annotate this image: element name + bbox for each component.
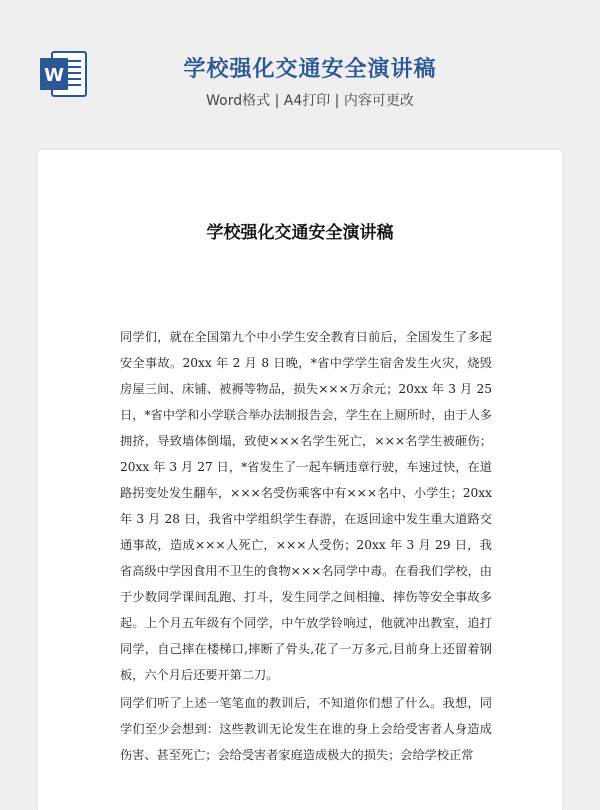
svg-text:W: W: [44, 65, 64, 86]
paragraph: 同学们听了上述一笔笔血的教训后，不知道你们想了什么。我想，同学们至少会想到：这些教训无论发生在谁的身上会给受害者人身造成伤害、甚至死亡；会给受害者家庭造成极大的损失；会给学校正常: [120, 696, 492, 762]
document-page: [38, 150, 562, 810]
header-subtitle: Word格式 | A4打印 | 内容可更改: [206, 93, 414, 109]
header-banner: [0, 0, 600, 150]
document-body: [120, 324, 492, 768]
document-title: 学校强化交通安全演讲稿: [206, 223, 394, 243]
paragraph: 同学们，就在全国第九个中小学生安全教育日前后，全国发生了多起安全事故。20xx 年 2 月 8 日晚，*省中学学生宿舍发生火灾，烧毁房屋三间、床铺、被褥等物品，损失×××万余元；20xx 年 3 月 25 日，*省中学和小学联合举办法制报告会，学生在上厕所时，由于人多拥挤，导致墙体倒塌，致使×××名学生死亡，×××名学生被砸伤；20xx 年 3 月 27 日，*省发生了一起车辆违章行驶，车速过快，在道路拐变处发生翻车，×××名受伤乘客中有×××名中、小学生；20xx 年 3 月 28 日，我省中学组织学生春游，在返回途中发生重大道路交通事故，造成×××人死亡，×××人受伤；20xx 年 3 月 29 日，我省高级中学因食用不卫生的食物×××名同学中毒。在看我们学校，由于少数同学课间乱跑、打斗，发生同学之间相撞、摔伤等安全事故多起。上个月五年级有个同学，中午放学铃响过，他就冲出教室，追打同学，自己摔在楼梯口,摔断了骨头,花了一万多元,目前身上还留着钢板，六个月后还要开第二刀。: [120, 330, 492, 682]
header-title: 学校强化交通安全演讲稿: [183, 57, 437, 82]
